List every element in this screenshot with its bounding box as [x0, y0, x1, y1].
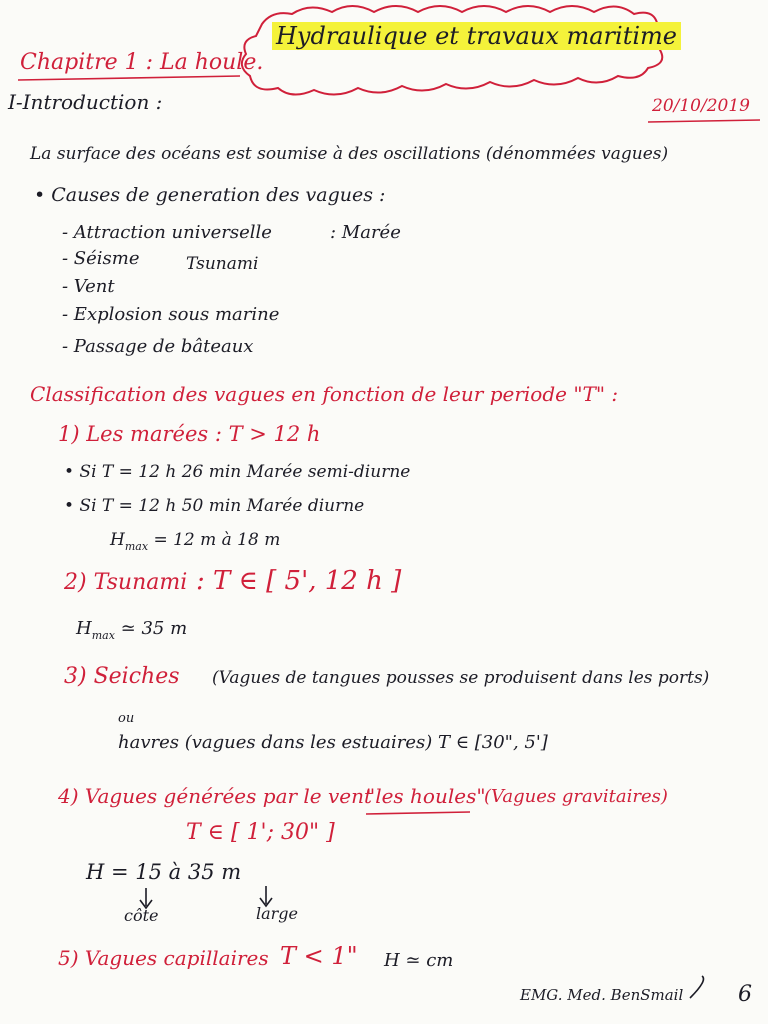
- item3-line2: havres (vagues dans les estuaires) T ∈ [30", 5']: [118, 732, 548, 753]
- intro-sentence: La surface des océans est soumise à des oscillations (dénommées vagues): [30, 144, 669, 164]
- arrow-label-large: large: [256, 904, 299, 923]
- classification-title: Classification des vagues en fonction de leur periode "T" :: [30, 382, 619, 406]
- causes-title: • Causes de generation des vagues :: [34, 184, 386, 206]
- cause-item: - Attraction universelle: [62, 222, 272, 243]
- item5-formula: T < 1": [280, 942, 358, 970]
- item4-quoted: "les houles": [366, 784, 486, 808]
- item1-heading: 1) Les marées : T > 12 h: [58, 422, 321, 446]
- item4-paren: (Vagues gravitaires): [484, 786, 668, 807]
- page-number: 6: [738, 982, 752, 1007]
- item4-heading: 4) Vagues générées par le vent: [58, 784, 373, 808]
- cause-item: - Séisme: [62, 248, 140, 269]
- item4-formula: T ∈ [ 1'; 30" ]: [186, 820, 335, 845]
- item3-ou: ou: [118, 711, 135, 726]
- item1-hmax: $H_{max} = 12$ m à 18 m: [110, 530, 281, 553]
- item1-line-a: • Si T = 12 h 26 min Marée semi-diurne: [64, 462, 411, 482]
- item5-h-value: H ≃ cm: [384, 950, 454, 971]
- item1-line-b: • Si T = 12 h 50 min Marée diurne: [64, 496, 365, 516]
- cause-item: - Vent: [62, 276, 115, 297]
- signature: EMG. Med. BenSmail: [520, 986, 684, 1004]
- chapter-title: Chapitre 1 : La houle.: [20, 50, 264, 75]
- item3-desc: (Vagues de tangues pousses se produisent dans les ports): [212, 668, 710, 688]
- item2-heading: 2) Tsunami: [64, 570, 188, 595]
- item2-formula: : T ∈ [ 5', 12 h ]: [196, 566, 402, 596]
- item3-heading: 3) Seiches: [64, 664, 180, 689]
- arrow-label-cote: côte: [124, 906, 159, 925]
- course-title: Hydraulique et travaux maritime: [272, 24, 681, 48]
- item5-heading: 5) Vagues capillaires: [58, 946, 269, 970]
- cause-note-tsunami: Tsunami: [186, 254, 259, 274]
- cause-item: - Explosion sous marine: [62, 304, 280, 325]
- item2-hmax: $H_{max}$ ≃ 35 m: [76, 618, 188, 642]
- page-date: 20/10/2019: [652, 96, 750, 116]
- section-title: I-Introduction :: [8, 90, 163, 114]
- item4-h-line: H = 15 à 35 m: [86, 860, 242, 884]
- cause-item: - Passage de bâteaux: [62, 336, 254, 357]
- cause-note-maree: : Marée: [330, 222, 401, 243]
